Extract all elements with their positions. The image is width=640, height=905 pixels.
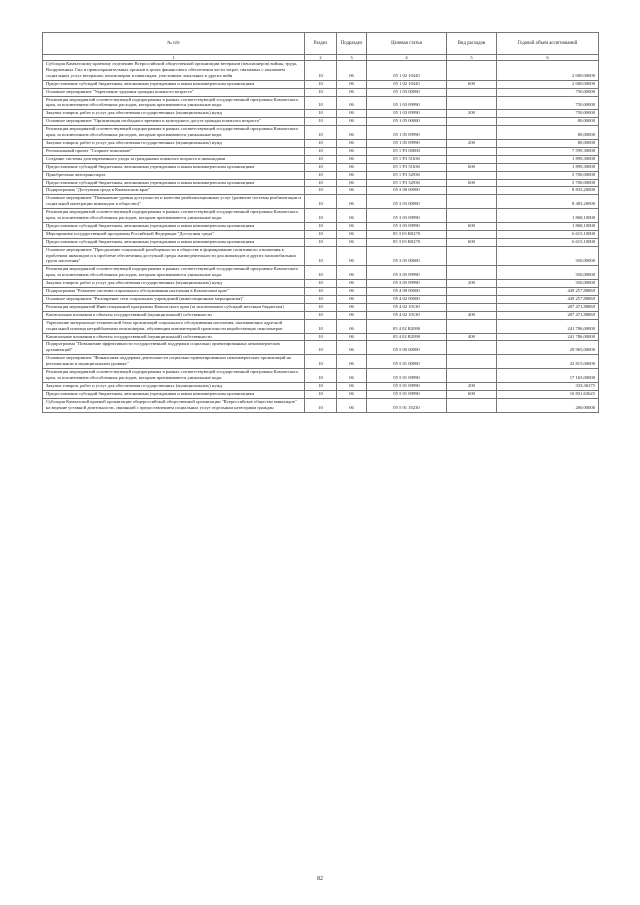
row-amount: 29 965,00000: [497, 341, 599, 355]
row-amount: 80,00000: [497, 139, 599, 147]
row-article: 05 3 05 00000: [367, 246, 447, 266]
row-article: 05 4 02 R2090: [367, 333, 447, 341]
row-subsection: 06: [337, 96, 367, 110]
table-row: [43, 222, 599, 230]
row-article: 05 1 P3 51630: [367, 155, 447, 163]
row-article: 05 1 02 10420: [367, 61, 447, 81]
row-section: 10: [305, 288, 337, 296]
table-row: [43, 319, 599, 333]
table-row: [43, 96, 599, 110]
row-subsection: 06: [337, 355, 367, 369]
row-name: Закупка товаров, работ и услуг для обеспечения государственных (муниципальных) нужд: [43, 280, 305, 288]
row-subsection: 06: [337, 311, 367, 319]
header-number: 4: [367, 55, 447, 61]
budget-table: [42, 32, 599, 413]
row-amount: 750,00000: [497, 96, 599, 110]
row-section: 10: [305, 246, 337, 266]
table-row: [43, 355, 599, 369]
header-number: 5: [447, 55, 497, 61]
table-row: [43, 288, 599, 296]
row-amount: 207 471,88869: [497, 311, 599, 319]
row-subsection: 06: [337, 382, 367, 390]
row-name: Основное мероприятие "Расширение сети социальных учреждений (инвестиционные мероприятия)": [43, 296, 305, 304]
row-amount: 5 700,00000: [497, 179, 599, 187]
row-article: 05 3 03 R0270: [367, 230, 447, 238]
row-name: Реализация мероприятий соответствующей подпрограммы в рамках соответствующей государственной программы Камчатского края, за исключением обособленных расходов, которым присваиваются уникальные коды: [43, 209, 305, 223]
row-expense-type: 600: [447, 80, 497, 88]
row-section: 10: [305, 147, 337, 155]
header-section: Раздел: [305, 33, 337, 55]
row-amount: 7 599,30000: [497, 147, 599, 155]
row-amount: 5 700,00000: [497, 171, 599, 179]
row-name: Предоставление субсидий бюджетным, автономным учреждениям и иным некоммерческим организациям: [43, 222, 305, 230]
row-section: 10: [305, 341, 337, 355]
row-amount: 1 899,30000: [497, 155, 599, 163]
row-name: Капитальные вложения в объекты государственной (муниципальной) собственности: [43, 333, 305, 341]
header-name: № п/п: [43, 33, 305, 55]
row-section: 10: [305, 222, 337, 230]
table-row: [43, 110, 599, 118]
row-name: Реализация мероприятий Инвестиционной программы Камчатского края (за исключением субсидий местным бюджетам): [43, 303, 305, 311]
row-amount: 6 615,10000: [497, 230, 599, 238]
row-article: 05 5 00 00000: [367, 341, 447, 355]
row-article: 05 1 03 00000: [367, 88, 447, 96]
row-section: 10: [305, 369, 337, 383]
row-amount: 2 000,00000: [497, 61, 599, 81]
row-subsection: 06: [337, 238, 367, 246]
row-name: Субсидия Камчатскому краевому отделению Всероссийской общественной организации ветеранов (пенсионеров) войны, труда, Вооруженных Сил и правоохранительных органов в целях финансового обеспечения части затрат, связанных с оказанием социальных услуг ветеранам, пенсионерам и инвалидам, участникам локальных и других войн: [43, 61, 305, 81]
table-row: [43, 61, 599, 81]
row-subsection: 06: [337, 209, 367, 223]
row-expense-type: 600: [447, 238, 497, 246]
row-expense-type: [447, 266, 497, 280]
row-expense-type: 600: [447, 179, 497, 187]
row-section: 10: [305, 163, 337, 171]
row-article: 05 1 03 09990: [367, 110, 447, 118]
row-amount: 241 786,00000: [497, 319, 599, 333]
row-article: 05 1 05 09990: [367, 139, 447, 147]
row-name: Реализация мероприятий соответствующей подпрограммы в рамках соответствующей государственной программы Камчатского края, за исключением обособленных расходов, которым присваиваются уникальные коды: [43, 266, 305, 280]
row-article: 05 1 P3 51630: [367, 163, 447, 171]
row-subsection: 06: [337, 179, 367, 187]
row-amount: 1 899,30000: [497, 163, 599, 171]
row-name: Подпрограмма "Доступная среда в Камчатском крае": [43, 187, 305, 195]
row-name: Основное мероприятие "Преодоление социальной разобщенности в обществе и формирование позитивного отношения к проблемам инвалидов и к проблеме обеспечения доступной среды жизнедеятельности для инвалидов и других маломобильных групп населения": [43, 246, 305, 266]
row-expense-type: 600: [447, 222, 497, 230]
row-article: 05 1 03 09990: [367, 96, 447, 110]
row-section: 10: [305, 118, 337, 126]
row-section: 10: [305, 311, 337, 319]
row-amount: 333,36375: [497, 382, 599, 390]
row-subsection: 06: [337, 195, 367, 209]
row-name: Создание системы долговременного ухода за гражданами пожилого возраста и инвалидами: [43, 155, 305, 163]
row-expense-type: 400: [447, 311, 497, 319]
table-row: [43, 333, 599, 341]
row-subsection: 06: [337, 280, 367, 288]
row-name: Реализация мероприятий соответствующей подпрограммы в рамках соответствующей государственной программы Камчатского края, за исключением обособленных расходов, которым присваиваются уникальные коды: [43, 369, 305, 383]
row-article: 05 5 01 10230: [367, 398, 447, 412]
row-subsection: 06: [337, 333, 367, 341]
row-article: 05 3 03 09990: [367, 222, 447, 230]
row-subsection: 06: [337, 398, 367, 412]
row-amount: 449 257,88869: [497, 288, 599, 296]
row-subsection: 06: [337, 369, 367, 383]
row-name: Основное мероприятие "Укрепление здоровья граждан пожилого возраста": [43, 88, 305, 96]
row-amount: 449 257,88869: [497, 296, 599, 304]
header-expense-type: Вид расходов: [447, 33, 497, 55]
row-section: 10: [305, 179, 337, 187]
row-subsection: 06: [337, 126, 367, 140]
table-row: [43, 118, 599, 126]
row-article: 05 5 01 09990: [367, 382, 447, 390]
row-section: 10: [305, 398, 337, 412]
row-amount: 750,00000: [497, 88, 599, 96]
row-subsection: 06: [337, 187, 367, 195]
row-article: 05 4 02 10130: [367, 311, 447, 319]
row-amount: 80,00000: [497, 126, 599, 140]
header-article: Целевая статья: [367, 33, 447, 55]
row-expense-type: [447, 171, 497, 179]
header-subsection: Подраздел: [337, 33, 367, 55]
row-expense-type: [447, 369, 497, 383]
row-expense-type: [447, 398, 497, 412]
table-row: [43, 390, 599, 398]
row-section: 10: [305, 61, 337, 81]
table-row: [43, 187, 599, 195]
table-row: [43, 266, 599, 280]
row-article: 05 4 00 00000: [367, 288, 447, 296]
row-amount: 8 833,20000: [497, 187, 599, 195]
row-subsection: 06: [337, 147, 367, 155]
row-section: 10: [305, 187, 337, 195]
row-expense-type: [447, 296, 497, 304]
row-name: Подпрограмма "Повышение эффективности государственной поддержки социально ориентированных некоммерческих организаций": [43, 341, 305, 355]
table-row: [43, 311, 599, 319]
row-expense-type: [447, 230, 497, 238]
table-row: [43, 280, 599, 288]
row-expense-type: [447, 319, 497, 333]
row-section: 10: [305, 296, 337, 304]
row-amount: 1 868,10000: [497, 222, 599, 230]
row-expense-type: [447, 355, 497, 369]
row-expense-type: [447, 61, 497, 81]
table-row: [43, 163, 599, 171]
row-subsection: 06: [337, 80, 367, 88]
row-amount: 350,00000: [497, 246, 599, 266]
row-subsection: 06: [337, 288, 367, 296]
table-row: [43, 80, 599, 88]
row-subsection: 06: [337, 139, 367, 147]
row-subsection: 06: [337, 266, 367, 280]
row-article: 05 3 05 09990: [367, 280, 447, 288]
row-expense-type: [447, 303, 497, 311]
row-section: 10: [305, 110, 337, 118]
table-row: [43, 369, 599, 383]
row-amount: 1 868,10000: [497, 209, 599, 223]
row-article: 05 5 01 09990: [367, 390, 447, 398]
row-article: 05 1 P3 52930: [367, 179, 447, 187]
row-section: 10: [305, 126, 337, 140]
row-section: 10: [305, 319, 337, 333]
row-section: 10: [305, 155, 337, 163]
row-article: 05 1 P3 52930: [367, 171, 447, 179]
row-amount: 200,00000: [497, 398, 599, 412]
row-expense-type: 200: [447, 139, 497, 147]
table-row: [43, 88, 599, 96]
row-section: 10: [305, 88, 337, 96]
row-subsection: 06: [337, 390, 367, 398]
row-subsection: 06: [337, 163, 367, 171]
row-name: Мероприятия государственной программы Российской Федерации "Доступная среда": [43, 230, 305, 238]
row-subsection: 06: [337, 246, 367, 266]
row-section: 10: [305, 303, 337, 311]
table-row: [43, 296, 599, 304]
budget-table-sheet: [42, 32, 598, 413]
row-section: 10: [305, 355, 337, 369]
row-section: 10: [305, 382, 337, 390]
row-section: 10: [305, 171, 337, 179]
row-name: Предоставление субсидий бюджетным, автономным учреждениям и иным некоммерческим организациям: [43, 390, 305, 398]
row-name: Предоставление субсидий бюджетным, автономным учреждениям и иным некоммерческим организациям: [43, 238, 305, 246]
row-name: Предоставление субсидий бюджетным, автономным учреждениям и иным некоммерческим организациям: [43, 80, 305, 88]
row-subsection: 06: [337, 230, 367, 238]
row-article: 05 1 02 10420: [367, 80, 447, 88]
table-row: [43, 230, 599, 238]
row-section: 10: [305, 230, 337, 238]
row-name: Предоставление субсидий бюджетным, автономным учреждениям и иным некоммерческим организациям: [43, 179, 305, 187]
row-section: 10: [305, 390, 337, 398]
table-row: [43, 398, 599, 412]
row-name: Приобретение автотранспорта: [43, 171, 305, 179]
table-row: [43, 195, 599, 209]
row-article: 05 3 03 00000: [367, 195, 447, 209]
row-subsection: 06: [337, 118, 367, 126]
table-row: [43, 341, 599, 355]
row-expense-type: 200: [447, 280, 497, 288]
row-amount: 16 831,63625: [497, 390, 599, 398]
row-subsection: 06: [337, 155, 367, 163]
header-number: 1: [43, 55, 305, 61]
row-amount: 350,00000: [497, 280, 599, 288]
row-name: Реализация мероприятий соответствующей подпрограммы в рамках соответствующей государственной программы Камчатского края, за исключением обособленных расходов, которым присваиваются уникальные коды: [43, 126, 305, 140]
row-subsection: 06: [337, 319, 367, 333]
row-section: 10: [305, 80, 337, 88]
row-name: Закупка товаров, работ и услуг для обеспечения государственных (муниципальных) нужд: [43, 382, 305, 390]
row-article: 05 3 03 09990: [367, 209, 447, 223]
header-number: 2: [305, 55, 337, 61]
row-section: 10: [305, 280, 337, 288]
row-article: 05 5 01 00000: [367, 355, 447, 369]
row-name: Основное мероприятие "Организация свободного времени и культурного досуга граждан пожилого возраста": [43, 118, 305, 126]
row-article: 05 3 00 00000: [367, 187, 447, 195]
table-body: [43, 61, 599, 413]
row-amount: 6 615,10000: [497, 238, 599, 246]
table-row: [43, 126, 599, 140]
row-amount: 241 786,00000: [497, 333, 599, 341]
row-name: Региональный проект "Старшее поколение": [43, 147, 305, 155]
row-section: 10: [305, 266, 337, 280]
table-row: [43, 171, 599, 179]
row-expense-type: [447, 288, 497, 296]
row-article: 05 4 02 10130: [367, 303, 447, 311]
row-expense-type: [447, 96, 497, 110]
row-name: Субсидия Камчатской краевой организации общероссийской общественной организации "Всероссийское общество инвалидов" на ведение уставной деятельности, связанной с предоставлением социальных услуг отдельным категориям граждан: [43, 398, 305, 412]
row-expense-type: [447, 187, 497, 195]
row-amount: 207 471,88869: [497, 303, 599, 311]
row-name: Укрепление материально-технической базы организаций социального обслуживания населения, оказывающих адресной социальной помощи нетрайбааемым пенсионерам, обучающим компьютерной грамотности неработающих пенсионеров: [43, 319, 305, 333]
row-subsection: 06: [337, 171, 367, 179]
row-name: Реализация мероприятий соответствующей подпрограммы в рамках соответствующей государственной программы Камчатского края, за исключением обособленных расходов, которым присваиваются уникальные коды: [43, 96, 305, 110]
table-row: [43, 179, 599, 187]
row-expense-type: 600: [447, 163, 497, 171]
table-row: [43, 382, 599, 390]
table-row: [43, 238, 599, 246]
row-expense-type: [447, 195, 497, 209]
row-name: Закупка товаров, работ и услуг для обеспечения государственных (муниципальных) нужд: [43, 139, 305, 147]
row-expense-type: 600: [447, 390, 497, 398]
row-name: Закупка товаров, работ и услуг для обеспечения государственных (муниципальных) нужд: [43, 110, 305, 118]
row-expense-type: [447, 209, 497, 223]
row-article: 05 1 P3 00000: [367, 147, 447, 155]
row-article: 05 3 03 R0270: [367, 238, 447, 246]
row-name: Предоставление субсидий бюджетным, автономным учреждениям и иным некоммерческим организациям: [43, 163, 305, 171]
row-subsection: 06: [337, 303, 367, 311]
row-name: Капитальные вложения в объекты государственной (муниципальной) собственности: [43, 311, 305, 319]
row-subsection: 06: [337, 341, 367, 355]
row-section: 10: [305, 333, 337, 341]
row-expense-type: [447, 88, 497, 96]
row-amount: 750,00000: [497, 110, 599, 118]
row-amount: 350,00000: [497, 266, 599, 280]
table-row: [43, 155, 599, 163]
row-article: 05 1 05 09990: [367, 126, 447, 140]
row-amount: 80,00000: [497, 118, 599, 126]
row-amount: 23 815,00000: [497, 355, 599, 369]
row-section: 10: [305, 238, 337, 246]
table-row: [43, 139, 599, 147]
row-subsection: 06: [337, 110, 367, 118]
header-number: 3: [337, 55, 367, 61]
table-row: [43, 246, 599, 266]
row-expense-type: [447, 341, 497, 355]
row-amount: 17 165,00000: [497, 369, 599, 383]
row-amount: 8 483,20000: [497, 195, 599, 209]
row-subsection: 06: [337, 296, 367, 304]
row-article: 05 4 02 R2090: [367, 319, 447, 333]
row-expense-type: [447, 155, 497, 163]
row-article: 05 1 05 00000: [367, 118, 447, 126]
row-expense-type: 400: [447, 333, 497, 341]
row-section: 10: [305, 96, 337, 110]
row-expense-type: 200: [447, 382, 497, 390]
row-name: Основное мероприятие "Повышение уровня доступности и качества реабилитационных услуг (развитие системы реабилитации и социальной интеграции инвалидов в общество)": [43, 195, 305, 209]
row-article: 05 5 01 09990: [367, 369, 447, 383]
table-row: [43, 147, 599, 155]
row-subsection: 06: [337, 222, 367, 230]
row-name: Подпрограмма "Развитие системы социального обслуживания населения в Камчатском крае": [43, 288, 305, 296]
table-row: [43, 303, 599, 311]
page-number: 82: [317, 876, 323, 882]
row-expense-type: [447, 147, 497, 155]
row-article: 05 3 05 09990: [367, 266, 447, 280]
header-amount: Годовой объем ассигнований: [497, 33, 599, 55]
row-expense-type: [447, 126, 497, 140]
row-expense-type: [447, 246, 497, 266]
table-header: [43, 33, 599, 61]
row-name: Основное мероприятие "Финансовая поддержка деятельности социально-ориентированных некоммерческих организаций на региональном и муниципальном уровнях": [43, 355, 305, 369]
row-article: 05 4 02 00000: [367, 296, 447, 304]
header-number: 6: [497, 55, 599, 61]
row-expense-type: [447, 118, 497, 126]
row-expense-type: 200: [447, 110, 497, 118]
table-row: [43, 209, 599, 223]
row-section: 10: [305, 139, 337, 147]
row-subsection: 06: [337, 88, 367, 96]
row-section: 10: [305, 209, 337, 223]
row-subsection: 06: [337, 61, 367, 81]
row-amount: 2 000,00000: [497, 80, 599, 88]
row-section: 10: [305, 195, 337, 209]
